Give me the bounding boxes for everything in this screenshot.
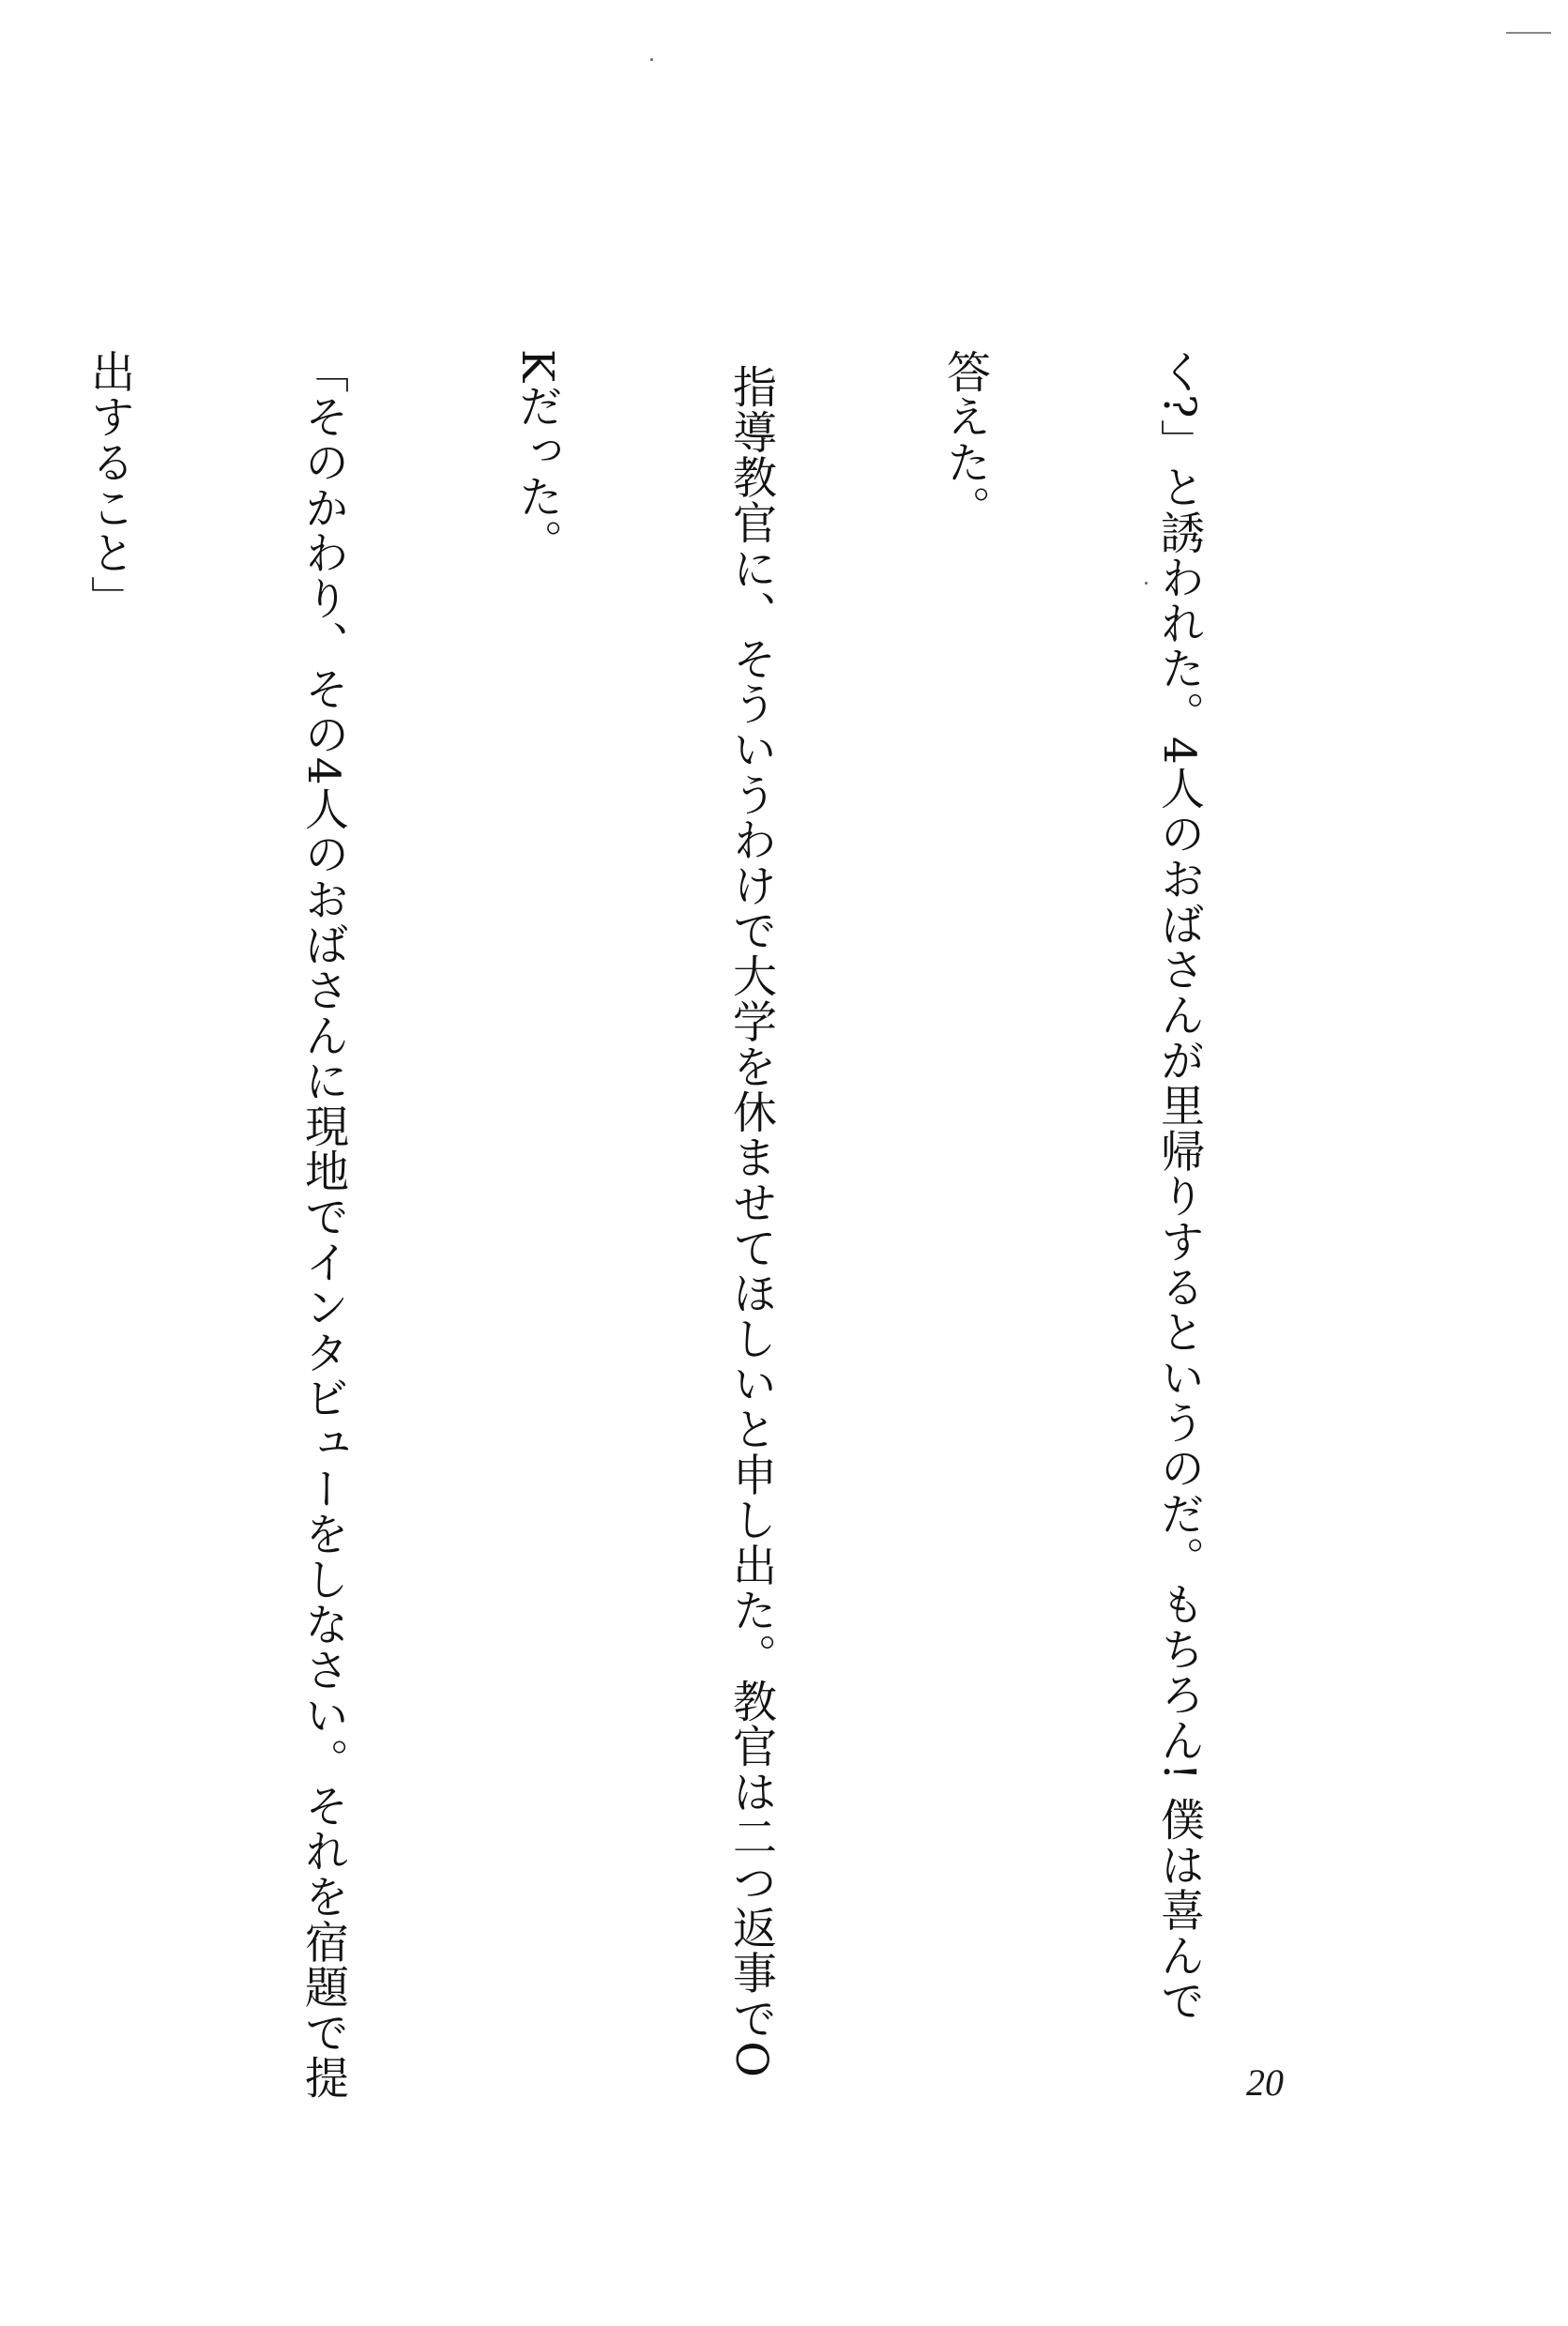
text-line: Kだった。: [511, 349, 563, 565]
text-line: く?」と誘われた。4人のおばさんが里帰りするというのだ。もちろん! 僕は喜んで: [1153, 349, 1205, 2024]
text-line: 「そのかわり、その4人のおばさんに現地でインタビューをしなさい。それを宿題で提: [297, 349, 349, 2101]
text-line: 指導教官に、そういうわけで大学を休ませてほしいと申し出た。教官は二つ返事でO: [725, 349, 777, 2079]
text-line: 答えた。: [939, 349, 991, 531]
edge-mark: [1506, 32, 1551, 34]
scan-speck: [650, 58, 653, 61]
text-line: 出すること」: [84, 349, 135, 621]
page-number: 20: [1246, 2061, 1284, 2104]
